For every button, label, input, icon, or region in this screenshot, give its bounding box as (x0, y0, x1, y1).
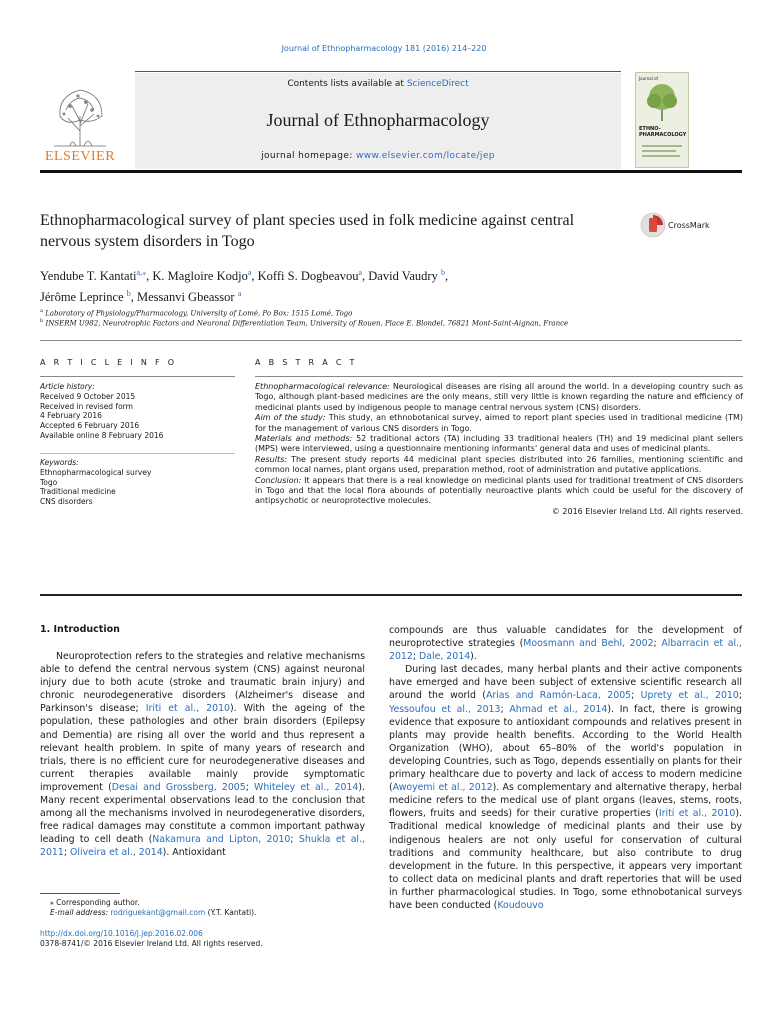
front-matter-divider (40, 594, 742, 596)
keywords: Keywords: Ethnopharmacological survey Togo Traditional medicine CNS disorders (40, 458, 152, 507)
journal-homepage (135, 151, 621, 161)
abstract-text: Ethnopharmacological relevance: Neurological diseases are rising all around the world. In a developing country such as Togo, although plant-based medicines are the only means, still very little is known regarding the nature and efficiency of medicinal plants used by indigenous people to manage central nervous system (CNS) disorders. Aim of the study: This study, an ethnobotanical survey, aimed to report plant species used in traditional medicine (TM) for the management of various CNS disorders in Togo. Materials and methods: 52 traditional actors (TA) including 33 traditional healers (TH) and 19 medicinal plant sellers (MPS) were interviewed, using a questionnaire mentioning informants' general data and uses of medicinal plants. Results: The present study reports 44 medicinal plant species distributed into 26 families, mentioning scientific and common local names, plant organs used, preparation method, root of administration and putative applications. Conclusion: It appears that there is a real knowledge on medicinal plants used for traditional treatment of CNS disorders in Togo and that the local flora abounds of potentially neuroactive plants which could be useful for the discovery of antipsychotic or neuroprotective molecules. © 2016 Elsevier Ireland Ltd. All rights reserved. (255, 382, 743, 516)
text-run: ; (653, 638, 662, 650)
section-heading: 1. Introduction (40, 624, 120, 635)
body-left-column (40, 650, 365, 860)
text-run: ). Traditional medical knowledge of medicinal plants and their use by indigenous healers are not only useful for conservation of cultural traditions and community healthcare, but also contribute to drug development in the future. In this perspective, it appears very important to collect data on medicinal plants and draft repertories that will be used in further pharmacological studies. In Togo, some ethnobotanical surveys have been conducted ( (389, 808, 742, 911)
text-run: ; (290, 834, 299, 846)
publisher-logo-text: ELSEVIER (44, 149, 116, 164)
author[interactable]: David Vaudry $^b$, (368, 268, 449, 284)
citation-link[interactable]: Ahmad et al., 2014 (509, 703, 608, 715)
author[interactable]: Yendube T. Kantati$^{a,⁎}$, (40, 268, 153, 284)
text-run: ; (63, 847, 70, 859)
contents-line (135, 79, 621, 89)
citation-link[interactable]: Iriti et al., 2010 (145, 703, 231, 715)
text-run: ; (245, 781, 255, 793)
text-run: ). In fact, there is growing evidence that exposure to antioxidant compounds and relatives present in plants may provide health benefits. According to the World Health Organization (WHO), about 65–80% of the world's population in developing Countries, such as Togo, depends essentially on plants for their primary healthcare due to poverty and lack of access to modern medicine ( (389, 703, 742, 794)
body-right-column (389, 624, 742, 912)
abstract-copyright: © 2016 Elsevier Ireland Ltd. All rights reserved. (551, 506, 743, 516)
affiliation-b: $^b$ INSERM U982, Neurotrophic Factors and Neuronal Differentiation Team, University of Rouen, Place E. Blondel, 76821 Mont-Saint-Aignan, France (40, 318, 569, 328)
sciencedirect-link[interactable]: ScienceDirect (406, 79, 469, 89)
cover-title: ETHNO- PHARMACOLOGY (639, 126, 687, 138)
text-run: ). (470, 651, 477, 663)
citation-link[interactable]: Dale, 2014 (419, 651, 471, 663)
text-run: Neuroprotection refers to the strategies and relative mechanisms able to defend the central nervous system (CNS) against neuronal injury due to both acute (stroke and traumatic brain injury) and chronic neurodegenerative disorders (Alzheimer's disease and Parkinson's disease; (40, 651, 365, 715)
article-info-rule (40, 376, 235, 377)
cover-tree-icon (636, 73, 688, 167)
history-divider (40, 453, 235, 454)
text-run: ; (500, 703, 510, 715)
text-run: compounds are thus valuable candidates for the development of neuroprotective strategies ( (389, 625, 742, 650)
citation-link[interactable]: Yessoufou et al., 2013 (389, 703, 501, 715)
contents-prefix: Contents lists available at (287, 79, 407, 89)
header-bottom-rule (40, 170, 742, 173)
cover-journal-of: Journal of (639, 76, 658, 81)
text-run: ; (738, 690, 743, 702)
citation-link[interactable]: Nakamura and Lipton, 2010 (152, 834, 291, 846)
text-run: ). Many recent experimental observations lead to the conclusion that among all the mechanisms involved in neurodegenerative disorders, free radical damages may constitute a common important pathway leading to cell death ( (40, 781, 365, 846)
citation-link[interactable]: Albarracin et al., 2012 (389, 638, 743, 663)
text-run: ). As complementary and alternative therapy, herbal medicine refers to the medical use of plant organs (leaves, stems, roots, flowers, fruits and seeds) for their curative properties ( (389, 782, 742, 820)
article-title: Ethnopharmacological survey of plant species used in folk medicine against central nervous system disorders in Togo (40, 212, 575, 250)
abstract-heading: A B S T R A C T (255, 358, 358, 367)
paragraph (389, 663, 742, 912)
journal-citation[interactable]: Journal of Ethnopharmacology 181 (2016) 214–220 (281, 44, 487, 53)
homepage-link[interactable]: www.elsevier.com/locate/jep (356, 151, 495, 161)
crossmark-label[interactable]: CrossMark (668, 221, 710, 230)
author[interactable]: Jérôme Leprince $^b$, (40, 289, 138, 305)
text-run: During last decades, many herbal plants and their active components have emerged and have been subject of extensive scientific research all around the world ( (389, 664, 742, 702)
article-history: Article history: Received 9 October 2015 Received in revised form 4 February 2016 Accepted 6 February 2016 Available online 8 February 2016 (40, 382, 164, 440)
email-link[interactable]: rodriguekant@gmail.com (110, 908, 206, 917)
abstract-rule (255, 376, 743, 377)
article-info-heading: A R T I C L E I N F O (40, 358, 177, 367)
journal-title: Journal of Ethnopharmacology (266, 110, 490, 130)
citation-link[interactable]: Desai and Grossberg, 2005 (111, 781, 246, 793)
author[interactable]: Messanvi Gbeassor $^a$ (137, 289, 242, 305)
citation-link[interactable]: Oliveira et al., 2014 (70, 847, 163, 859)
citation-link[interactable]: Iriti et al., 2010 (658, 808, 736, 820)
homepage-label: journal homepage: (261, 151, 357, 161)
text-run: ). With the ageing of the population, these pathologies and other brain disorders (Epilepsy and Dementia) are rising all over the world and thus represent a relevant health problem. In spite of many years of research and trials, there is no efficient cure for neurodegenerative diseases and current therapies available mainly provide symptomatic improvement ( (40, 703, 365, 793)
author[interactable]: Koffi S. Dogbeavou$^a$, (257, 268, 369, 284)
header-top-rule (135, 71, 621, 72)
author[interactable]: K. Magloire Kodjo$^a$, (152, 268, 258, 284)
paragraph (40, 650, 365, 860)
corresponding-author-note: ⁎ Corresponding author. E-mail address: rodriguekant@gmail.com (Y.T. Kantati). (50, 898, 257, 917)
journal-cover-thumbnail[interactable] (635, 72, 689, 168)
footnote-rule (40, 893, 120, 894)
paragraph (389, 624, 742, 663)
citation-link[interactable]: Awoyemi et al., 2012 (392, 782, 493, 794)
text-run: ; (412, 651, 419, 663)
doi-block (40, 929, 380, 949)
citation-link[interactable]: Whiteley et al., 2014 (254, 781, 359, 793)
text-run: ). Antioxidant (162, 847, 226, 859)
citation-link[interactable]: Koudouvo (497, 899, 544, 911)
author-list (40, 264, 600, 306)
title-divider (40, 340, 742, 341)
citation-link[interactable]: Shukla et al., 2011 (40, 834, 365, 859)
affiliation-a: $^a$ Laboratory of Physiology/Pharmacology, University of Lomé, Po Box: 1515 Lomé, Togo (40, 308, 353, 318)
citation-link[interactable]: Uprety et al., 2010 (640, 690, 739, 702)
issn-copyright: 0378-8741/© 2016 Elsevier Ireland Ltd. All rights reserved. (40, 939, 263, 948)
citation-link[interactable]: Moosmann and Behl, 2002 (523, 638, 654, 650)
doi-link[interactable]: http://dx.doi.org/10.1016/j.jep.2016.02.006 (40, 929, 203, 938)
text-run: ; (631, 690, 641, 702)
citation-link[interactable]: Arias and Ramón-Laca, 2005 (485, 690, 632, 702)
